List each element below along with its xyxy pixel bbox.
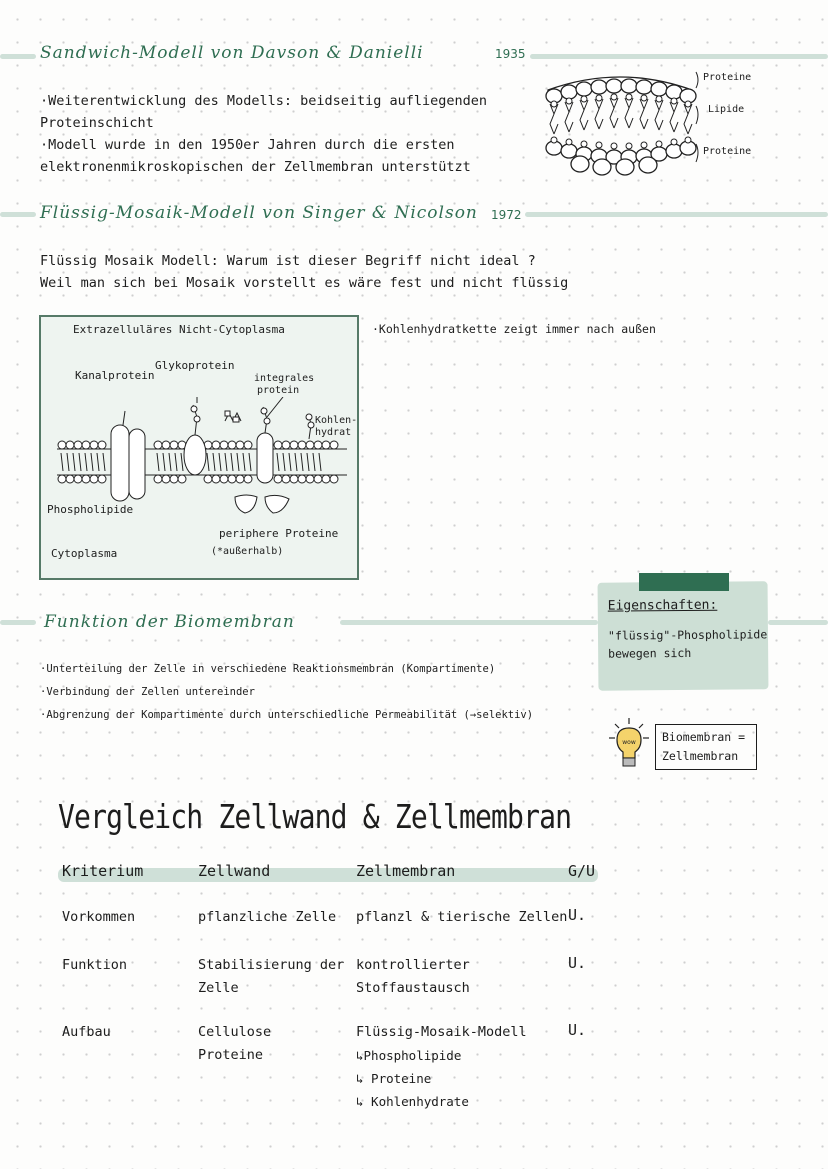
table-header-gu: G/U — [568, 862, 596, 880]
bullet-line: ·Verbindung der Zellen untereinder — [40, 686, 255, 698]
diagram-label-integrales: integrales — [254, 373, 315, 384]
sandwich-model-diagram — [540, 66, 700, 178]
sticky-tape — [639, 573, 729, 591]
section-title-funktion: Funktion der Biomembran — [44, 612, 295, 632]
table-header-zellwand: Zellwand — [198, 862, 271, 880]
table-cell-zellmembran: Flüssig-Mosaik-Modell — [356, 1024, 527, 1040]
header-rule-right — [525, 212, 828, 217]
diagram-label-extrazellulaer: Extrazelluläres Nicht-Cytoplasma — [73, 323, 285, 336]
table-cell-zellmembran: ↳ Kohlenhydrate — [356, 1094, 469, 1109]
header-rule-left — [0, 620, 36, 625]
sticky-line: "flüssig"-Phospholipide — [607, 627, 768, 643]
diagram-label-glykoprotein: Glykoprotein — [155, 359, 235, 372]
header-rule-left — [0, 54, 36, 59]
sticky-title: Eigenschaften: — [607, 597, 718, 614]
section-title-fluid-mosaic: Flüssig-Mosaik-Modell von Singer & Nicolson — [40, 203, 478, 223]
table-cell-zellwand: Stabilisierung der — [198, 957, 345, 973]
section-title-sandwich: Sandwich-Modell von Davson & Danielli — [40, 43, 424, 63]
table-cell-zellwand: Zelle — [198, 980, 239, 996]
table-cell-gu: U. — [568, 954, 587, 972]
section-year-1972: 1972 — [491, 208, 522, 222]
diagram-label-kanalprotein: Kanalprotein — [75, 369, 155, 382]
diagram-label-proteine-bottom: Proteine — [703, 146, 752, 157]
diagram-label-ausserhalb: (*außerhalb) — [211, 546, 284, 557]
bulb-line: Zellmembran — [662, 749, 739, 763]
diagram-label-kohlen: Kohlen- — [315, 415, 358, 426]
answer-text: Weil man sich bei Mosaik vorstellt es wäre fest und nicht flüssig — [40, 275, 569, 291]
table-cell-gu: U. — [568, 906, 587, 924]
comparison-title: Vergleich Zellwand & Zellmembran — [58, 797, 572, 836]
bullet-line: ·Abgrenzung der Kompartimente durch unterschiedliche Permeabilität (→selektiv) — [40, 709, 534, 721]
bulb-text: wow — [622, 739, 636, 746]
header-rule-right — [768, 620, 828, 625]
table-cell-zellmembran: Stoffaustausch — [356, 980, 470, 996]
table-cell-kriterium: Aufbau — [62, 1024, 111, 1040]
bullet-line: ·Unterteilung der Zelle in verschiedene Reaktionsmembran (Kompartimente) — [40, 663, 496, 675]
question-text: Flüssig Mosaik Modell: Warum ist dieser Begriff nicht ideal ? — [40, 253, 536, 269]
bullet-line: ·Weiterentwicklung des Modells: beidseitig aufliegenden — [40, 93, 488, 109]
bullet-line: elektronenmikroskopischen der Zellmembran unterstützt — [40, 159, 471, 175]
bullet-line: ·Modell wurde in den 1950er Jahren durch die ersten — [40, 137, 455, 153]
diagram-label-hydrat: hydrat — [315, 427, 352, 438]
table-cell-zellmembran: kontrollierter — [356, 957, 470, 973]
table-header-zellmembran: Zellmembran — [356, 862, 456, 880]
table-cell-zellwand: Cellulose — [198, 1024, 272, 1040]
sticky-line: bewegen sich — [608, 645, 692, 661]
bulb-line: Biomembran = — [662, 730, 746, 744]
lightbulb-icon — [607, 716, 651, 772]
table-header-kriterium: Kriterium — [62, 862, 144, 880]
diagram-label-cytoplasma: Cytoplasma — [51, 547, 118, 560]
diagram-label-phospholipide: Phospholipide — [47, 503, 134, 516]
table-cell-zellmembran: ↳ Proteine — [356, 1071, 432, 1086]
table-cell-zellmembran: pflanzl & tierische Zellen — [356, 909, 568, 925]
fluid-mosaic-diagram-box — [39, 315, 359, 580]
biomembran-note — [655, 724, 757, 770]
diagram-label-proteine-top: Proteine — [703, 72, 752, 83]
table-cell-zellwand: pflanzliche Zelle — [198, 909, 337, 925]
note-kohlenhydratkette: ·Kohlenhydratkette zeigt immer nach außen — [372, 322, 656, 336]
table-cell-zellmembran: ↳Phospholipide — [356, 1048, 462, 1063]
section-year-1935: 1935 — [495, 47, 526, 61]
table-cell-kriterium: Vorkommen — [62, 909, 136, 925]
table-cell-gu: U. — [568, 1021, 587, 1039]
table-cell-kriterium: Funktion — [62, 957, 128, 973]
diagram-label-periphere: periphere Proteine — [219, 527, 339, 540]
bullet-line: Proteinschicht — [40, 115, 154, 131]
table-cell-zellwand: Proteine — [198, 1047, 264, 1063]
header-rule-right — [530, 54, 828, 59]
diagram-label-lipide: Lipide — [708, 104, 745, 115]
header-rule-left — [0, 212, 36, 217]
header-rule-right — [340, 620, 598, 625]
diagram-label-protein: protein — [257, 385, 300, 396]
sticky-note — [598, 581, 769, 690]
